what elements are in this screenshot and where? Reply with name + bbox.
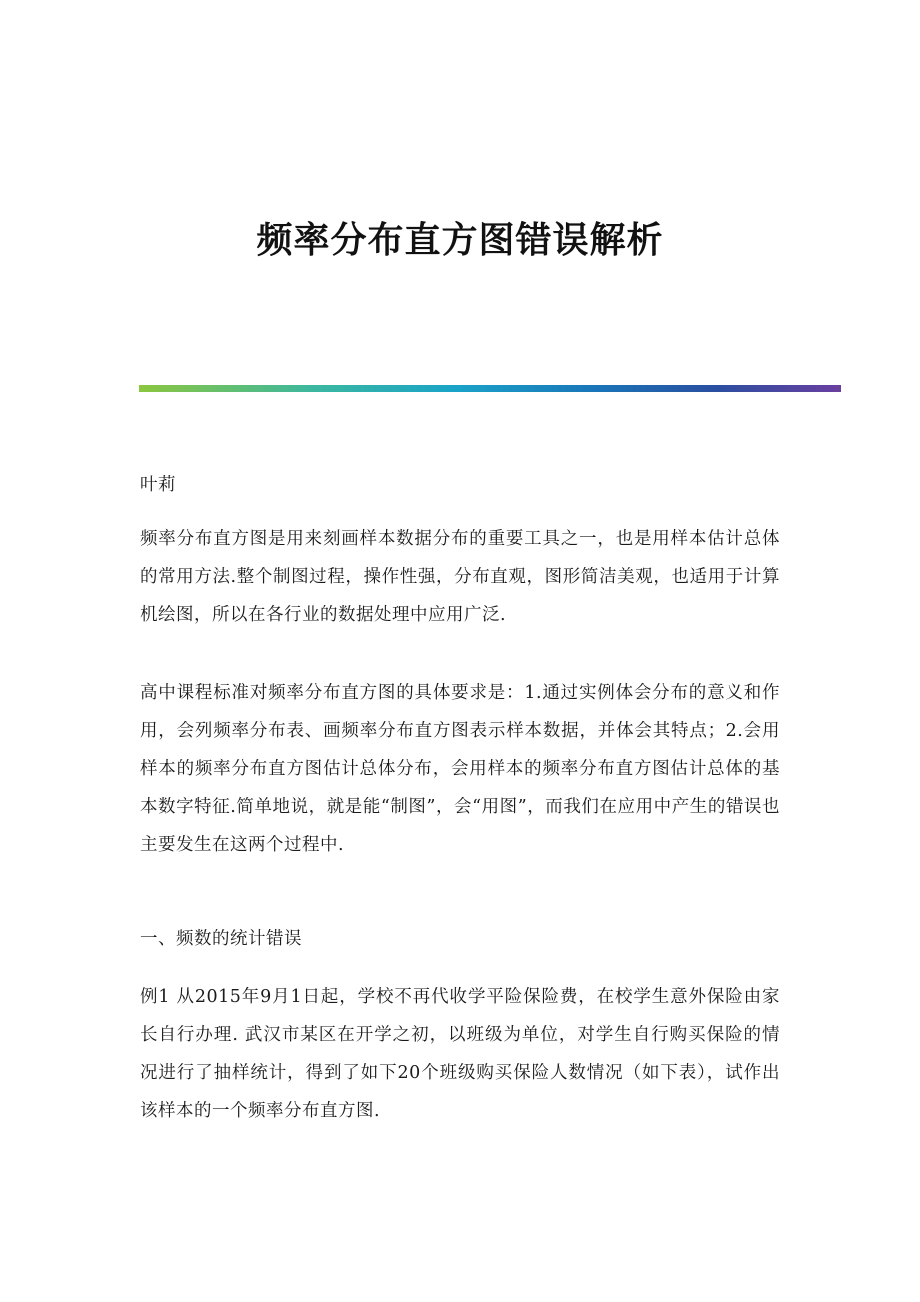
paragraph-text: 例1 从2015年9月1日起，学校不再代收学平险保险费，在校学生意外保险由家长自行办理. 武汉市某区在开学之初，以班级为单位，对学生自行购买保险的情况进行了抽样统计，得到了如下20个班级购买保险人数情况（如下表），试作出该样本的一个频率分布直方图.	[140, 987, 780, 1121]
gradient-divider	[139, 385, 841, 392]
paragraph-example	[140, 978, 780, 1130]
author-name	[140, 466, 780, 504]
section-heading	[140, 920, 780, 958]
paragraph-text: 频率分布直方图是用来刻画样本数据分布的重要工具之一，也是用样本估计总体的常用方法.整个制图过程，操作性强，分布直观，图形简洁美观，也适用于计算机绘图，所以在各行业的数据处理中应用广泛.	[140, 529, 780, 625]
paragraph-text: 高中课程标准对频率分布直方图的具体要求是：1.通过实例体会分布的意义和作用，会列频率分布表、画频率分布直方图表示样本数据，并体会其特点；2.会用样本的频率分布直方图估计总体分布，会用样本的频率分布直方图估计总体的基本数字特征.简单地说，就是能“制图”，会“用图”，而我们在应用中产生的错误也主要发生在这两个过程中.	[140, 683, 780, 855]
section-heading-text: 一、频数的统计错误	[140, 929, 302, 949]
document-title: 频率分布直方图错误解析	[256, 219, 664, 261]
paragraph-intro	[140, 520, 780, 634]
paragraph-curriculum	[140, 674, 780, 864]
author-text: 叶莉	[140, 475, 176, 495]
